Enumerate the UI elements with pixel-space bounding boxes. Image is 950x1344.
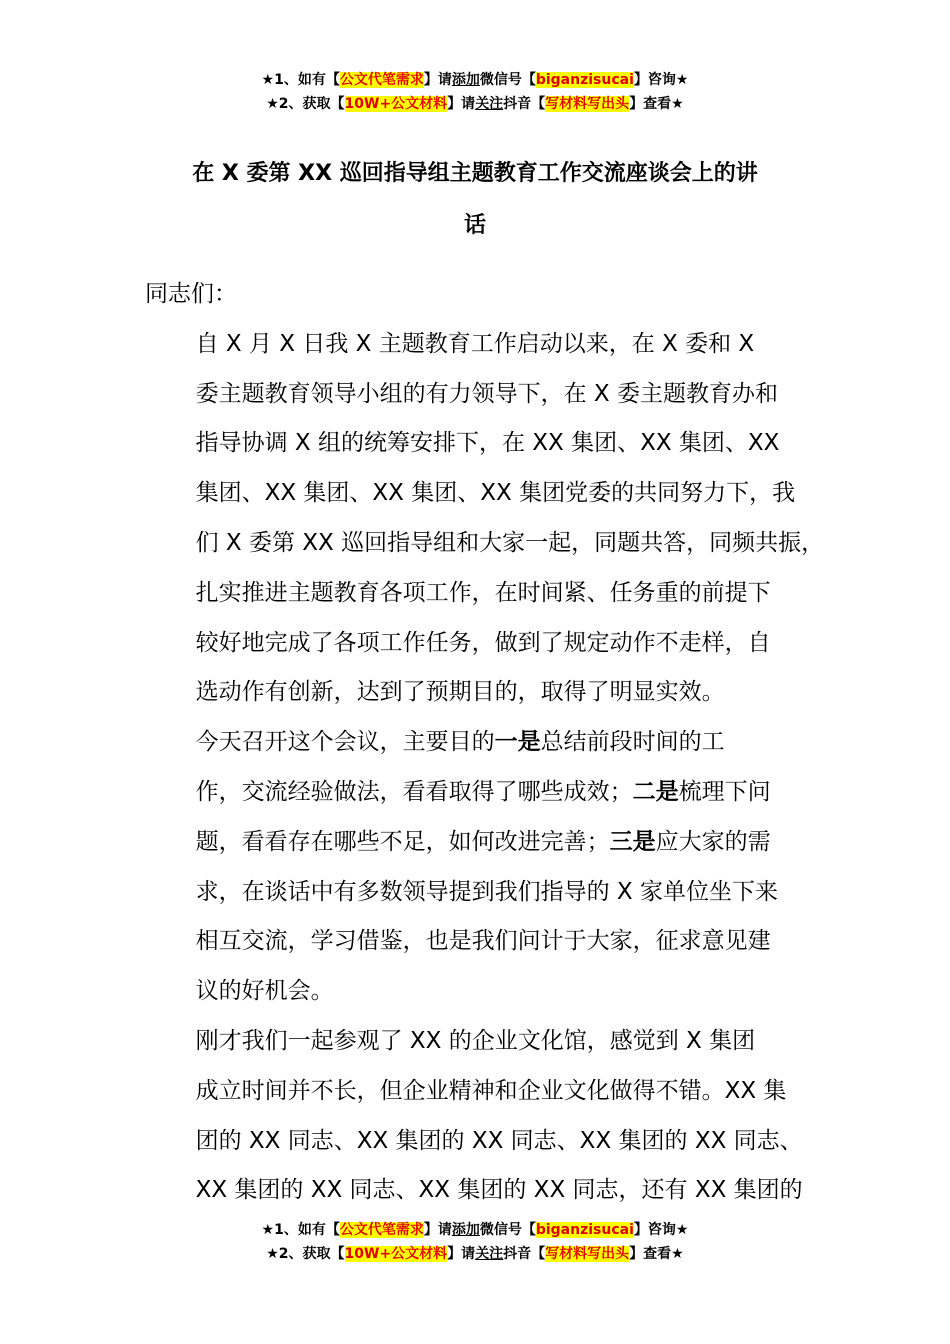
text-line: 相互交流，学习借鉴，也是我们问计于大家，征求意见建 — [195, 928, 771, 955]
banner-text: 】咨询★ — [633, 72, 689, 88]
document-body — [145, 270, 825, 1216]
banner-highlight: biganzisucai — [535, 1222, 634, 1238]
text-line: 们 X 委第 XX 巡回指导组和大家一起，同题共答，同频共振， — [195, 529, 825, 556]
text-line: XX 集团的 XX 同志、XX 集团的 XX 同志，还有 XX 集团的 — [195, 1177, 803, 1204]
banner-text: 】查看★ — [629, 96, 684, 112]
banner-highlight: biganzisucai — [535, 72, 634, 88]
paragraph-3 — [145, 1017, 825, 1216]
text-line: 自 X 月 X 日我 X 主题教育工作启动以来，在 X 委和 X — [195, 330, 755, 357]
text-line — [145, 818, 825, 868]
banner-text: 】请 — [423, 1222, 452, 1238]
banner-text: 抖音【 — [503, 96, 546, 112]
banner-text: ★2、获取【 — [266, 96, 345, 112]
banner-text: 抖音【 — [503, 1246, 546, 1262]
salutation: 同志们： — [145, 281, 237, 307]
text-line — [145, 768, 825, 818]
text-run: 今天召开这个会议，主要目的 — [195, 729, 495, 756]
bottom-banner — [0, 1218, 950, 1266]
banner-text: 】请 — [423, 72, 452, 88]
banner-line-1 — [0, 68, 950, 92]
text-run: 应大家的需 — [655, 828, 771, 855]
banner-line-2 — [0, 1242, 950, 1266]
banner-highlight: 写材料写出头 — [545, 96, 630, 112]
banner-underlined-text: 添加 — [451, 1222, 480, 1238]
text-line: 刚才我们一起参观了 XX 的企业文化馆，感觉到 X 集团 — [195, 1027, 756, 1054]
bold-marker: 一是 — [494, 729, 541, 756]
bold-marker: 二是 — [632, 778, 679, 805]
text-line: 选动作有创新，达到了预期目的，取得了明显实效。 — [195, 679, 725, 706]
text-line: 团的 XX 同志、XX 集团的 XX 同志、XX 集团的 XX 同志、 — [195, 1127, 803, 1154]
text-line: 指导协调 X 组的统筹安排下，在 XX 集团、XX 集团、XX — [195, 430, 780, 457]
banner-text: 】请 — [447, 1246, 476, 1262]
banner-text: 】请 — [447, 96, 476, 112]
title-line: 在 X 委第 XX 巡回指导组主题教育工作交流座谈会上的讲 — [192, 161, 758, 186]
banner-line-2 — [0, 92, 950, 116]
text-line: 议的好机会。 — [195, 978, 334, 1005]
text-line: 扎实推进主题教育各项工作，在时间紧、任务重的前提下 — [195, 579, 771, 606]
banner-highlight: 10W+公文材料 — [344, 1246, 448, 1262]
document-title — [145, 148, 805, 252]
banner-text: ★2、获取【 — [266, 1246, 345, 1262]
text-run: 总结前段时间的工 — [540, 729, 725, 756]
banner-text: ★1、如有【 — [261, 1222, 340, 1238]
top-banner — [0, 68, 950, 116]
paragraph-1 — [145, 320, 825, 718]
text-line — [196, 729, 725, 755]
banner-highlight: 写材料写出头 — [545, 1246, 630, 1262]
banner-line-1 — [0, 1218, 950, 1242]
banner-text: 】查看★ — [629, 1246, 684, 1262]
banner-text: 微信号【 — [479, 1222, 536, 1238]
text-run: 作，交流经验做法，看看取得了哪些成效； — [195, 778, 633, 805]
text-line: 集团、XX 集团、XX 集团、XX 集团党委的共同努力下，我 — [195, 480, 796, 507]
text-line: 成立时间并不长，但企业精神和企业文化做得不错。XX 集 — [195, 1077, 787, 1104]
title-line: 话 — [463, 213, 486, 238]
banner-highlight: 公文代笔需求 — [339, 1222, 424, 1238]
text-run: 梳理下问 — [678, 778, 771, 805]
text-line: 较好地完成了各项工作任务，做到了规定动作不走样，自 — [195, 629, 771, 656]
banner-underlined-text: 关注 — [475, 1246, 504, 1262]
banner-highlight: 10W+公文材料 — [344, 96, 448, 112]
banner-text: 微信号【 — [479, 72, 536, 88]
text-line: 委主题教育领导小组的有力领导下，在 X 委主题教育办和 — [195, 380, 778, 407]
banner-text: ★1、如有【 — [261, 72, 340, 88]
banner-underlined-text: 关注 — [475, 96, 504, 112]
text-run: 题，看看存在哪些不足，如何改进完善； — [195, 828, 610, 855]
paragraph-2 — [145, 718, 825, 1017]
banner-text: 】咨询★ — [633, 1222, 689, 1238]
banner-underlined-text: 添加 — [451, 72, 480, 88]
text-line: 求，在谈话中有多数领导提到我们指导的 X 家单位坐下来 — [195, 878, 778, 905]
bold-marker: 三是 — [609, 828, 656, 855]
banner-highlight: 公文代笔需求 — [339, 72, 424, 88]
